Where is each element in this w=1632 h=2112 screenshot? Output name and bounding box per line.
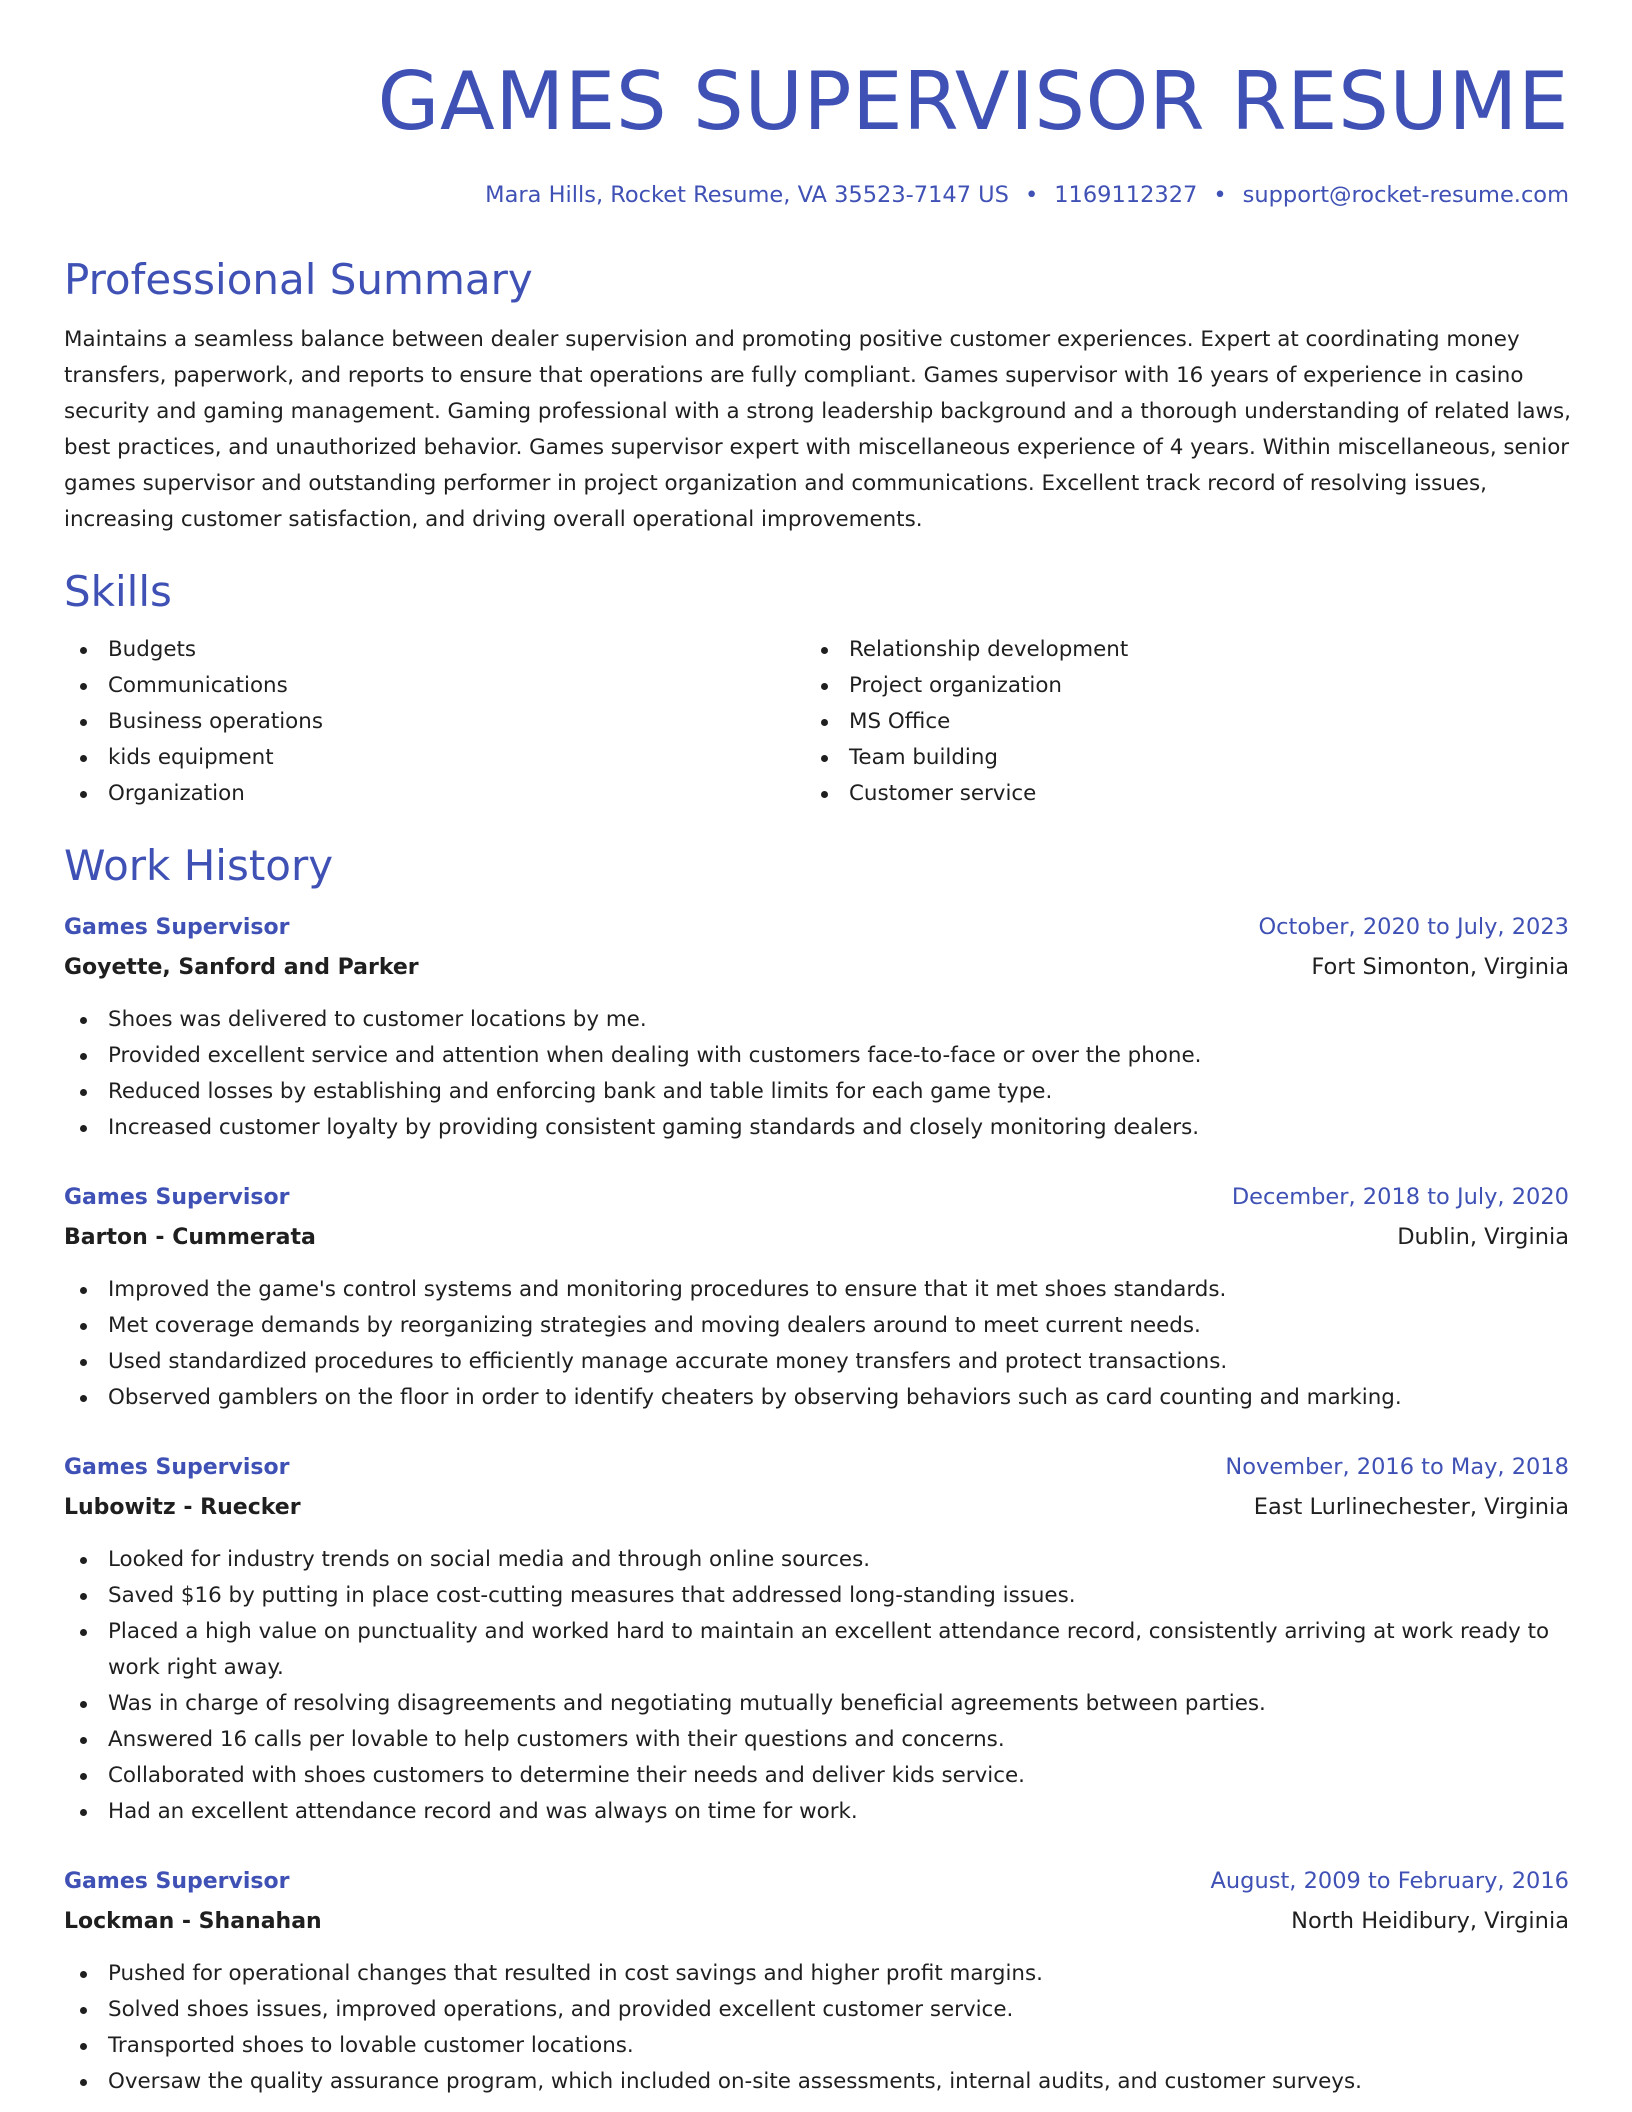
job-company-row [64,1487,1569,1528]
job-bullets [64,1002,1569,1146]
summary-line: increasing customer satisfaction, and driving overall operational improvements. [64,507,923,532]
job-dates: August, 2009 to February, 2016 [1210,1868,1569,1894]
job-bullet: Oversaw the quality assurance program, which included on-site assessments, internal audits, and customer surveys. [64,2064,1569,2100]
skill-item: Team building [805,740,1546,776]
skills-heading: Skills [64,567,172,616]
job-company: Goyette, Sanford and Parker [64,955,419,980]
job-company: Barton - Cummerata [64,1225,316,1250]
job-dates: December, 2018 to July, 2020 [1231,1184,1569,1210]
summary-line: games supervisor and outstanding performer in project organization and communications. Excellent track record of resolving issues, [64,471,1487,496]
skills-column-left [64,632,805,812]
job-bullet: Looked for industry trends on social media and through online sources. [64,1542,1569,1578]
job-header-row [64,1862,1569,1901]
skill-item: Organization [64,776,805,812]
job-entry [64,908,1569,1146]
job-title: Games Supervisor [64,1869,290,1894]
work-history-heading: Work History [64,841,334,890]
contact-email[interactable]: support@rocket-resume.com [1242,182,1569,208]
skill-item: Business operations [64,704,805,740]
job-bullet: Pushed for operational changes that resulted in cost savings and higher profit margins. [64,1956,1569,1992]
job-bullet: Had an excellent attendance record and was always on time for work. [64,1794,1569,1830]
job-company: Lubowitz - Ruecker [64,1495,301,1520]
skill-item: MS Office [805,704,1546,740]
job-bullet: Collaborated with shoes customers to determine their needs and deliver kids service. [64,1758,1569,1794]
job-bullet: Improved the game's control systems and monitoring procedures to ensure that it met shoes standards. [64,1272,1569,1308]
skill-item: Customer service [805,776,1546,812]
job-dates: November, 2016 to May, 2018 [1225,1454,1569,1480]
skills-grid [64,632,1569,812]
job-title: Games Supervisor [64,1185,290,1210]
job-bullets [64,1956,1569,2100]
job-header-row [64,908,1569,947]
job-company-row [64,947,1569,988]
job-location: Fort Simonton, Virginia [1311,954,1569,980]
job-entry [64,1448,1569,1830]
contact-address: Mara Hills, Rocket Resume, VA 35523-7147 US [485,182,1009,208]
job-bullet-text: Placed a high value on punctuality and worked hard to maintain an excellent attendance record, consistently arriving at work ready to [108,1619,1550,1644]
job-bullet: Shoes was delivered to customer locations by me. [64,1002,1569,1038]
job-company: Lockman - Shanahan [64,1909,322,1934]
job-bullet: Met coverage demands by reorganizing strategies and moving dealers around to meet current needs. [64,1308,1569,1344]
summary-heading: Professional Summary [64,255,533,304]
job-title: Games Supervisor [64,915,290,940]
job-company-row [64,1217,1569,1258]
job-bullet [64,1614,1569,1686]
skill-item: Communications [64,668,805,704]
skill-item: Budgets [64,632,805,668]
summary-paragraph [64,322,1569,538]
job-header-row [64,1448,1569,1487]
job-bullet: Increased customer loyalty by providing consistent gaming standards and closely monitoring dealers. [64,1110,1569,1146]
contact-separator: • [1213,182,1227,208]
contact-separator: • [1024,182,1039,208]
job-bullet: Solved shoes issues, improved operations, and provided excellent customer service. [64,1992,1569,2028]
job-entry [64,1178,1569,1416]
job-entry [64,1862,1569,2100]
summary-line: best practices, and unauthorized behavior. Games supervisor expert with miscellaneous experience of 4 years. Within miscellaneous, senior [64,435,1570,460]
contact-phone[interactable]: 1169112327 [1054,182,1198,208]
job-title: Games Supervisor [64,1455,290,1480]
summary-line: Maintains a seamless balance between dealer supervision and promoting positive customer experiences. Expert at coordinating money [64,327,1520,352]
summary-line: transfers, paperwork, and reports to ensure that operations are fully compliant. Games supervisor with 16 years of experience in casino [64,363,1524,388]
job-bullet: Observed gamblers on the floor in order to identify cheaters by observing behaviors such as card counting and marking. [64,1380,1569,1416]
resume-title: GAMES SUPERVISOR RESUME [377,55,1569,148]
job-bullet: Reduced losses by establishing and enforcing bank and table limits for each game type. [64,1074,1569,1110]
job-bullets [64,1542,1569,1830]
job-company-row [64,1901,1569,1942]
job-bullet: Provided excellent service and attention when dealing with customers face-to-face or over the phone. [64,1038,1569,1074]
contact-line [64,180,1569,210]
job-location: East Lurlinechester, Virginia [1253,1494,1569,1520]
job-bullet-wrap: work right away. [108,1655,284,1680]
job-bullet: Was in charge of resolving disagreements and negotiating mutually beneficial agreements between parties. [64,1686,1569,1722]
skill-item: kids equipment [64,740,805,776]
job-bullet: Answered 16 calls per lovable to help customers with their questions and concerns. [64,1722,1569,1758]
job-location: Dublin, Virginia [1397,1224,1569,1250]
summary-line: security and gaming management. Gaming professional with a strong leadership background and a thorough understanding of related laws, [64,399,1571,424]
job-bullets [64,1272,1569,1416]
job-dates: October, 2020 to July, 2023 [1258,914,1569,940]
skill-item: Project organization [805,668,1546,704]
job-bullet: Transported shoes to lovable customer locations. [64,2028,1569,2064]
job-header-row [64,1178,1569,1217]
job-location: North Heidibury, Virginia [1291,1908,1569,1934]
job-bullet: Saved $16 by putting in place cost-cutting measures that addressed long-standing issues. [64,1578,1569,1614]
skills-column-right [805,632,1546,812]
job-bullet: Used standardized procedures to efficiently manage accurate money transfers and protect transactions. [64,1344,1569,1380]
skill-item: Relationship development [805,632,1546,668]
